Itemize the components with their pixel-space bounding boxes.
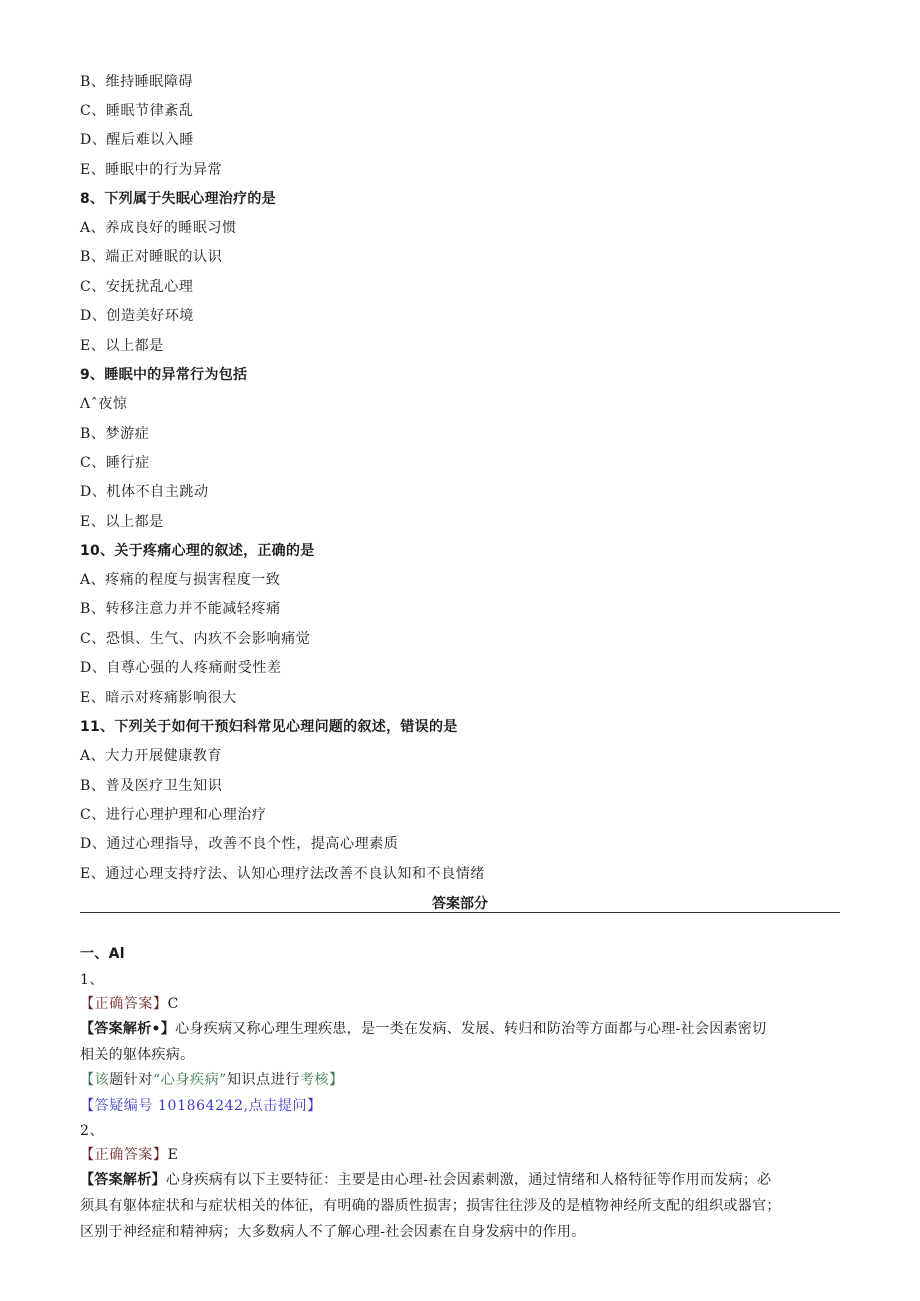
q8-option-d: D、创造美好环境: [80, 308, 195, 324]
analysis-label: 【答案解析】: [80, 1172, 166, 1188]
q10-option-e: E、暗示对疼痛影响很大: [80, 690, 237, 706]
q9-option-b: B、梦游症: [80, 426, 150, 442]
q8-option-a: A、养成良好的睡眠习惯: [80, 220, 237, 236]
correct-answer-value: C: [167, 996, 179, 1012]
q8-option-c: C、安抚扰乱心理: [80, 279, 194, 295]
answer-2-analysis: [80, 1167, 850, 1245]
q9-option-a: Λˆ夜惊: [80, 396, 128, 412]
correct-answer-label: 【正确答案】: [80, 1147, 168, 1163]
kp-text: 知识点进行: [226, 1072, 300, 1088]
q10-stem: 10、关于疼痛心理的叙述，正确的是: [80, 543, 315, 559]
answer-2-number: 2、: [80, 1123, 105, 1139]
q10-option-c: C、恐惧、生气、内疚不会影响痛觉: [80, 631, 311, 647]
q7-option-c: C、睡眠节律紊乱: [80, 103, 194, 119]
q9-option-d: D、机体不自主跳动: [80, 484, 209, 500]
answer-1-knowledge-point: [80, 1071, 344, 1089]
q10-option-d: D、自尊心强的人疼痛耐受性差: [80, 660, 282, 676]
correct-answer-label: 【正确答案】: [80, 996, 168, 1012]
q9-option-e: E、以上都是: [80, 514, 164, 530]
q10-option-a: A、疼痛的程度与损害程度一致: [80, 572, 281, 588]
q9-option-c: C、睡行症: [80, 455, 150, 471]
q8-option-e: E、以上都是: [80, 338, 164, 354]
answers-divider: [80, 912, 840, 913]
q11-stem: 11、下列关于如何干预妇科常见心理问题的叙述，错误的是: [80, 719, 458, 735]
answer-2-correct: [80, 1146, 178, 1164]
q11-option-a: A、大力开展健康教育: [80, 748, 223, 764]
q8-option-b: B、端正对睡眠的认识: [80, 249, 223, 265]
section-heading: 一、Al: [80, 946, 125, 962]
kp-exam: 考核: [299, 1072, 330, 1088]
answer-1-analysis: [80, 1016, 850, 1068]
q11-option-b: B、普及医疗卫生知识: [80, 778, 223, 794]
q11-option-d: D、通过心理指导，改善不良个性，提高心理素质: [80, 836, 399, 852]
kp-end: 】: [329, 1072, 344, 1088]
answers-title: 答案部分: [432, 896, 488, 912]
analysis-label: 【答案解析•】: [80, 1021, 176, 1037]
kp-prefix: 【该: [80, 1072, 110, 1088]
q7-option-b: B、维持睡眠障碍: [80, 74, 194, 90]
answer-1-correct: [80, 995, 179, 1013]
analysis-text-1: 心身疾病有以下主要特征：主要是由心理-社会因素刺激，通过情绪和人格特征等作用而发病；必: [165, 1172, 772, 1188]
analysis-text-1: 心身疾病又称心理生理疾患，是一类在发病、发展、转归和防治等方面都与心理-社会因素密切: [175, 1021, 767, 1037]
q11-option-e: E、通过心理支持疗法、认知心理疗法改善不良认知和不良情绪: [80, 866, 486, 882]
q8-stem: 8、下列属于失眠心理治疗的是: [80, 191, 276, 207]
analysis-text-2: 相关的躯体疾病。: [80, 1047, 195, 1063]
analysis-text-2: 须具有躯体症状和与症状相关的体征，有明确的器质性损害；损害往往涉及的是植物神经所支配的组织或器官；: [80, 1198, 781, 1214]
correct-answer-value: E: [167, 1147, 179, 1163]
q10-option-b: B、转移注意力并不能减轻疼痛: [80, 601, 281, 617]
kp-quote: “心身疾病”: [153, 1072, 227, 1088]
answer-1-ask-link[interactable]: 【答疑编号 101864242,点击提问】: [80, 1098, 322, 1114]
q9-stem: 9、睡眠中的异常行为包括: [80, 367, 248, 383]
answer-1-number: 1、: [80, 972, 105, 988]
q11-option-c: C、进行心理护理和心理治疗: [80, 807, 267, 823]
q7-option-e: E、睡眠中的行为异常: [80, 162, 223, 178]
analysis-text-3: 区别于神经症和精神病；大多数病人不了解心理-社会因素在自身发病中的作用。: [80, 1224, 586, 1240]
kp-mid: 题针对: [109, 1072, 154, 1088]
q7-option-d: D、醒后难以入睡: [80, 132, 195, 148]
